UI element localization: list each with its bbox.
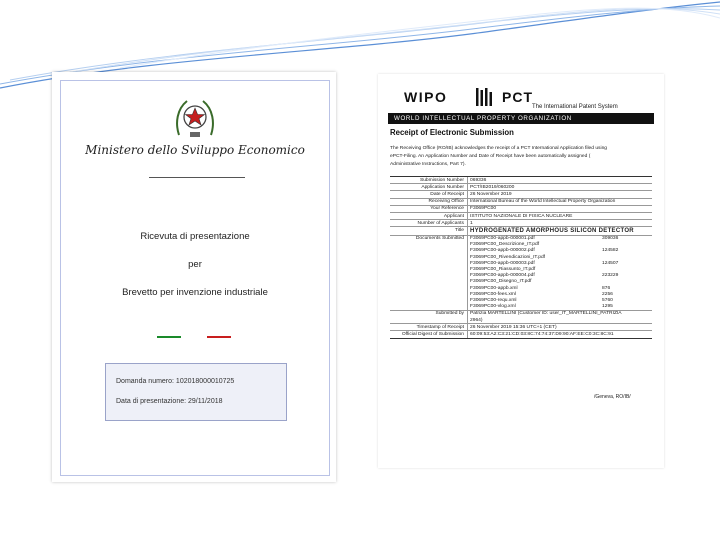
field-label: Receiving Office [390, 199, 468, 205]
table-row [390, 198, 652, 205]
patent-type: Brevetto per invenzione industriale [122, 287, 268, 298]
pct-tagline: The International Patent System [532, 104, 618, 110]
office-signature: /Geneva, RO/IB/ [594, 394, 631, 400]
table-row [390, 212, 652, 219]
table-row [390, 323, 652, 330]
field-label: Date of Receipt [390, 191, 468, 197]
organization-name: WORLD INTELLECTUAL PROPERTY ORGANIZATION [394, 115, 572, 122]
field-value: 2964) [470, 317, 483, 323]
receipt-title: Ricevuta di presentazione [140, 231, 250, 242]
field-label: Applicant [390, 213, 468, 219]
submission-date: Data di presentazione: 29/11/2018 [116, 398, 223, 405]
divider-line [149, 177, 245, 178]
application-number: Domanda numero: 102018000010725 [116, 378, 235, 385]
receipt-heading: Receipt of Electronic Submission [390, 128, 514, 137]
field-label: Number of Applicants [390, 220, 468, 226]
table-row [390, 310, 652, 317]
document-size: 876 [602, 285, 611, 291]
document-name: F3069PC00-vlog.xml [470, 304, 516, 310]
italian-receipt-document [52, 72, 336, 482]
document-size: 124507 [602, 260, 619, 266]
table-row [390, 183, 652, 190]
table-row [390, 317, 652, 323]
ministry-name: Ministero dello Sviluppo Economico [85, 143, 305, 157]
application-info-box [105, 363, 287, 421]
document-name: F3069PC00_Descrizione_IT.pdf [470, 242, 540, 248]
document-name: F3069PC00_Rivendicazioni_IT.pdf [470, 254, 546, 260]
document-size: 5760 [602, 297, 613, 303]
field-value: PCT/IB2019/060200 [470, 184, 515, 190]
submission-details-table [390, 176, 652, 339]
field-value: 26 November 2019 15:36 UTC+1 (CET) [470, 324, 557, 330]
field-value: F3069PC00 [470, 206, 497, 212]
document-name: F3069PC00-appb-000004.pdf [470, 273, 535, 279]
field-label: Timestamp of Receipt [390, 324, 468, 330]
field-label [390, 317, 468, 323]
document-frame [60, 80, 330, 476]
intro-line: Administrative Instructions, Part 7). [390, 162, 466, 167]
table-row [390, 330, 652, 337]
field-value: Patrizia MARTELLINI (Customer ID: user_IT_MARTELLINI_PATRIZIA [470, 311, 622, 317]
pct-logo-text: PCT [502, 89, 533, 105]
table-row [390, 177, 652, 183]
italian-republic-emblem-icon [173, 95, 217, 141]
field-value: 26 November 2019 [470, 191, 512, 197]
document-size: 1295 [602, 304, 613, 310]
document-size: 2256 [602, 291, 613, 297]
field-label: Official Digest of Submission [390, 331, 468, 337]
field-label: Submitted by [390, 311, 468, 317]
field-value: 60:09:53:A2:C3:21:CD:03:8C:74:74:37:D9:90:AF:EE:C0:3C:8C:91 [470, 331, 614, 337]
wipo-logo-icon [474, 86, 494, 108]
field-value: 069336 [470, 177, 487, 183]
document-name: F3069PC00-requ.xml [470, 297, 517, 303]
field-label: Submission Number [390, 177, 468, 183]
documents-list [468, 236, 652, 310]
table-row [390, 226, 652, 234]
document-name: F3069PC00_Riassunto_IT.pdf [470, 267, 536, 273]
table-row-documents [390, 235, 652, 310]
document-name: F3069PC00-appb-000002.pdf [470, 248, 535, 254]
wipo-pct-receipt-document [378, 74, 664, 468]
document-size: 124582 [602, 248, 619, 254]
field-label: Title [390, 227, 468, 234]
field-value: International Bureau of the World Intellectual Property Organization [470, 199, 616, 205]
document-name: F3069PC00-appb.xml [470, 285, 518, 291]
organization-band [388, 113, 654, 124]
flag-green-stripe [157, 336, 181, 338]
document-size: 309036 [602, 236, 619, 242]
field-value: HYDROGENATED AMORPHOUS SILICON DETECTOR [470, 227, 634, 234]
field-label: Application Number [390, 184, 468, 190]
wipo-logo-text: WIPO [404, 89, 448, 105]
document-name: F3069PC00-fees.xml [470, 291, 516, 297]
document-name: F3069PC00-appb-000001.pdf [470, 236, 535, 242]
document-size: 223229 [602, 273, 619, 279]
document-name: F3069PC00_Disegno_IT.pdf [470, 279, 532, 285]
table-row [390, 190, 652, 197]
document-name: F3069PC00-appb-000003.pdf [470, 260, 535, 266]
table-row [390, 219, 652, 226]
intro-line: The Receiving Office (RO/IB) acknowledges the receipt of a PCT International Application filed using [390, 146, 608, 151]
receipt-connector: per [188, 259, 202, 270]
table-row [390, 205, 652, 212]
field-label: Documents Submitted [390, 236, 468, 310]
field-value: 1 [470, 220, 473, 226]
field-value: ISTITUTO NAZIONALE DI FISICA NUCLEARE [470, 213, 573, 219]
flag-red-stripe [207, 336, 231, 338]
field-label: Your Reference [390, 206, 468, 212]
list-item [468, 304, 652, 310]
intro-line: ePCT-Filing. An Application Number and Date of Receipt have been automatically assigned ( [390, 154, 591, 159]
